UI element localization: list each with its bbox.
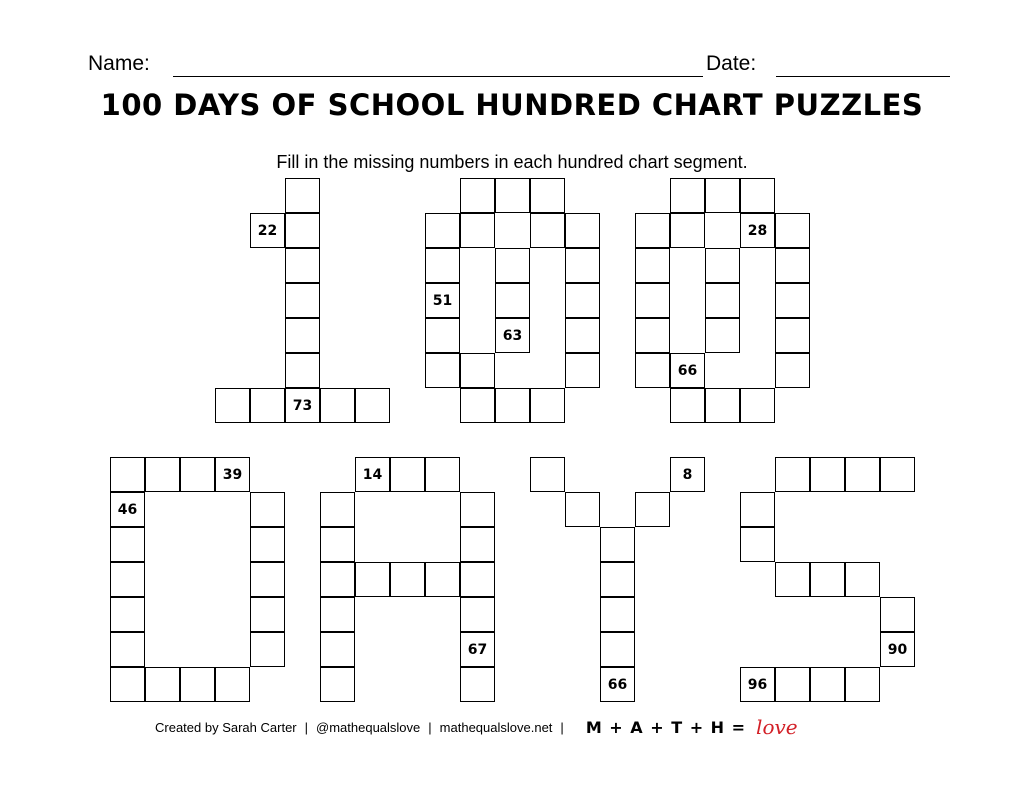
blank-cell[interactable] — [635, 283, 670, 318]
blank-cell[interactable] — [740, 527, 775, 562]
blank-cell[interactable] — [285, 178, 320, 213]
date-line[interactable] — [776, 76, 950, 77]
blank-cell[interactable] — [250, 562, 285, 597]
blank-cell[interactable] — [355, 388, 390, 423]
given-number-cell: 66 — [600, 667, 635, 702]
blank-cell[interactable] — [285, 353, 320, 388]
footer-credit: Created by Sarah Carter — [155, 719, 297, 735]
blank-cell[interactable] — [250, 632, 285, 667]
blank-cell[interactable] — [320, 562, 355, 597]
blank-cell[interactable] — [390, 457, 425, 492]
name-line[interactable] — [173, 76, 703, 77]
blank-cell[interactable] — [180, 457, 215, 492]
blank-cell[interactable] — [285, 283, 320, 318]
blank-cell[interactable] — [635, 213, 670, 248]
blank-cell[interactable] — [320, 492, 355, 527]
love-script-logo: love — [756, 715, 798, 739]
blank-cell[interactable] — [670, 178, 705, 213]
blank-cell[interactable] — [600, 597, 635, 632]
blank-cell[interactable] — [390, 562, 425, 597]
blank-cell[interactable] — [530, 457, 565, 492]
blank-cell[interactable] — [600, 632, 635, 667]
blank-cell[interactable] — [320, 597, 355, 632]
blank-cell[interactable] — [425, 213, 460, 248]
blank-cell[interactable] — [495, 178, 530, 213]
given-number-cell: 39 — [215, 457, 250, 492]
blank-cell[interactable] — [460, 388, 495, 423]
blank-cell[interactable] — [775, 248, 810, 283]
blank-cell[interactable] — [215, 388, 250, 423]
blank-cell[interactable] — [705, 248, 740, 283]
blank-cell[interactable] — [530, 388, 565, 423]
blank-cell[interactable] — [565, 353, 600, 388]
blank-cell[interactable] — [670, 388, 705, 423]
given-number-cell: 22 — [250, 213, 285, 248]
blank-cell[interactable] — [110, 597, 145, 632]
blank-cell[interactable] — [845, 667, 880, 702]
blank-cell[interactable] — [425, 457, 460, 492]
blank-cell[interactable] — [810, 667, 845, 702]
blank-cell[interactable] — [460, 527, 495, 562]
blank-cell[interactable] — [285, 318, 320, 353]
date-label: Date: — [706, 52, 757, 75]
blank-cell[interactable] — [565, 283, 600, 318]
blank-cell[interactable] — [180, 667, 215, 702]
given-number-cell: 63 — [495, 318, 530, 353]
blank-cell[interactable] — [565, 492, 600, 527]
blank-cell[interactable] — [320, 667, 355, 702]
instructions: Fill in the missing numbers in each hundred chart segment. — [276, 152, 748, 172]
blank-cell[interactable] — [705, 388, 740, 423]
footer-separator: | — [428, 719, 432, 735]
footer — [155, 716, 798, 738]
blank-cell[interactable] — [460, 213, 495, 248]
given-number-cell: 96 — [740, 667, 775, 702]
blank-cell[interactable] — [775, 457, 810, 492]
given-number-cell: 8 — [670, 457, 705, 492]
blank-cell[interactable] — [425, 353, 460, 388]
given-number-cell: 14 — [355, 457, 390, 492]
blank-cell[interactable] — [880, 457, 915, 492]
blank-cell[interactable] — [845, 457, 880, 492]
footer-handle: @mathequalslove — [316, 719, 421, 735]
brand-logo: M + A + T + H = — [585, 717, 747, 737]
blank-cell[interactable] — [705, 178, 740, 213]
blank-cell[interactable] — [110, 632, 145, 667]
blank-cell[interactable] — [250, 492, 285, 527]
blank-cell[interactable] — [110, 562, 145, 597]
blank-cell[interactable] — [355, 562, 390, 597]
blank-cell[interactable] — [425, 562, 460, 597]
blank-cell[interactable] — [495, 248, 530, 283]
blank-cell[interactable] — [530, 178, 565, 213]
blank-cell[interactable] — [285, 248, 320, 283]
name-label: Name: — [88, 52, 150, 75]
blank-cell[interactable] — [250, 597, 285, 632]
blank-cell[interactable] — [740, 178, 775, 213]
blank-cell[interactable] — [600, 562, 635, 597]
blank-cell[interactable] — [600, 527, 635, 562]
blank-cell[interactable] — [320, 632, 355, 667]
blank-cell[interactable] — [810, 562, 845, 597]
given-number-cell: 66 — [670, 353, 705, 388]
blank-cell[interactable] — [635, 248, 670, 283]
blank-cell[interactable] — [565, 318, 600, 353]
blank-cell[interactable] — [740, 388, 775, 423]
given-number-cell: 90 — [880, 632, 915, 667]
given-number-cell: 46 — [110, 492, 145, 527]
footer-site: mathequalslove.net — [439, 719, 553, 735]
blank-cell[interactable] — [775, 353, 810, 388]
given-number-cell: 73 — [285, 388, 320, 423]
blank-cell[interactable] — [775, 667, 810, 702]
blank-cell[interactable] — [810, 457, 845, 492]
blank-cell[interactable] — [880, 597, 915, 632]
blank-cell[interactable] — [215, 667, 250, 702]
blank-cell[interactable] — [250, 388, 285, 423]
footer-separator: | — [304, 719, 309, 735]
blank-cell[interactable] — [635, 353, 670, 388]
blank-cell[interactable] — [530, 213, 565, 248]
blank-cell[interactable] — [460, 353, 495, 388]
blank-cell[interactable] — [635, 492, 670, 527]
blank-cell[interactable] — [670, 213, 705, 248]
blank-cell[interactable] — [285, 213, 320, 248]
blank-cell[interactable] — [775, 562, 810, 597]
blank-cell[interactable] — [145, 667, 180, 702]
blank-cell[interactable] — [845, 562, 880, 597]
blank-cell[interactable] — [460, 597, 495, 632]
blank-cell[interactable] — [460, 667, 495, 702]
blank-cell[interactable] — [635, 318, 670, 353]
blank-cell[interactable] — [495, 283, 530, 318]
blank-cell[interactable] — [145, 457, 180, 492]
given-number-cell: 51 — [425, 283, 460, 318]
blank-cell[interactable] — [495, 388, 530, 423]
footer-separator: | — [560, 719, 564, 735]
blank-cell[interactable] — [425, 248, 460, 283]
blank-cell[interactable] — [110, 457, 145, 492]
name-date-header — [88, 52, 950, 82]
blank-cell[interactable] — [565, 213, 600, 248]
blank-cell[interactable] — [775, 283, 810, 318]
given-number-cell: 67 — [460, 632, 495, 667]
blank-cell[interactable] — [740, 492, 775, 527]
blank-cell[interactable] — [425, 318, 460, 353]
blank-cell[interactable] — [320, 527, 355, 562]
blank-cell[interactable] — [705, 318, 740, 353]
blank-cell[interactable] — [320, 388, 355, 423]
given-number-cell: 28 — [740, 213, 775, 248]
page-title: 100 DAYS OF SCHOOL HUNDRED CHART PUZZLES — [100, 88, 924, 122]
blank-cell[interactable] — [460, 492, 495, 527]
blank-cell[interactable] — [460, 178, 495, 213]
blank-cell[interactable] — [705, 283, 740, 318]
blank-cell[interactable] — [110, 527, 145, 562]
blank-cell[interactable] — [565, 248, 600, 283]
blank-cell[interactable] — [460, 562, 495, 597]
blank-cell[interactable] — [775, 318, 810, 353]
blank-cell[interactable] — [110, 667, 145, 702]
blank-cell[interactable] — [775, 213, 810, 248]
blank-cell[interactable] — [250, 527, 285, 562]
